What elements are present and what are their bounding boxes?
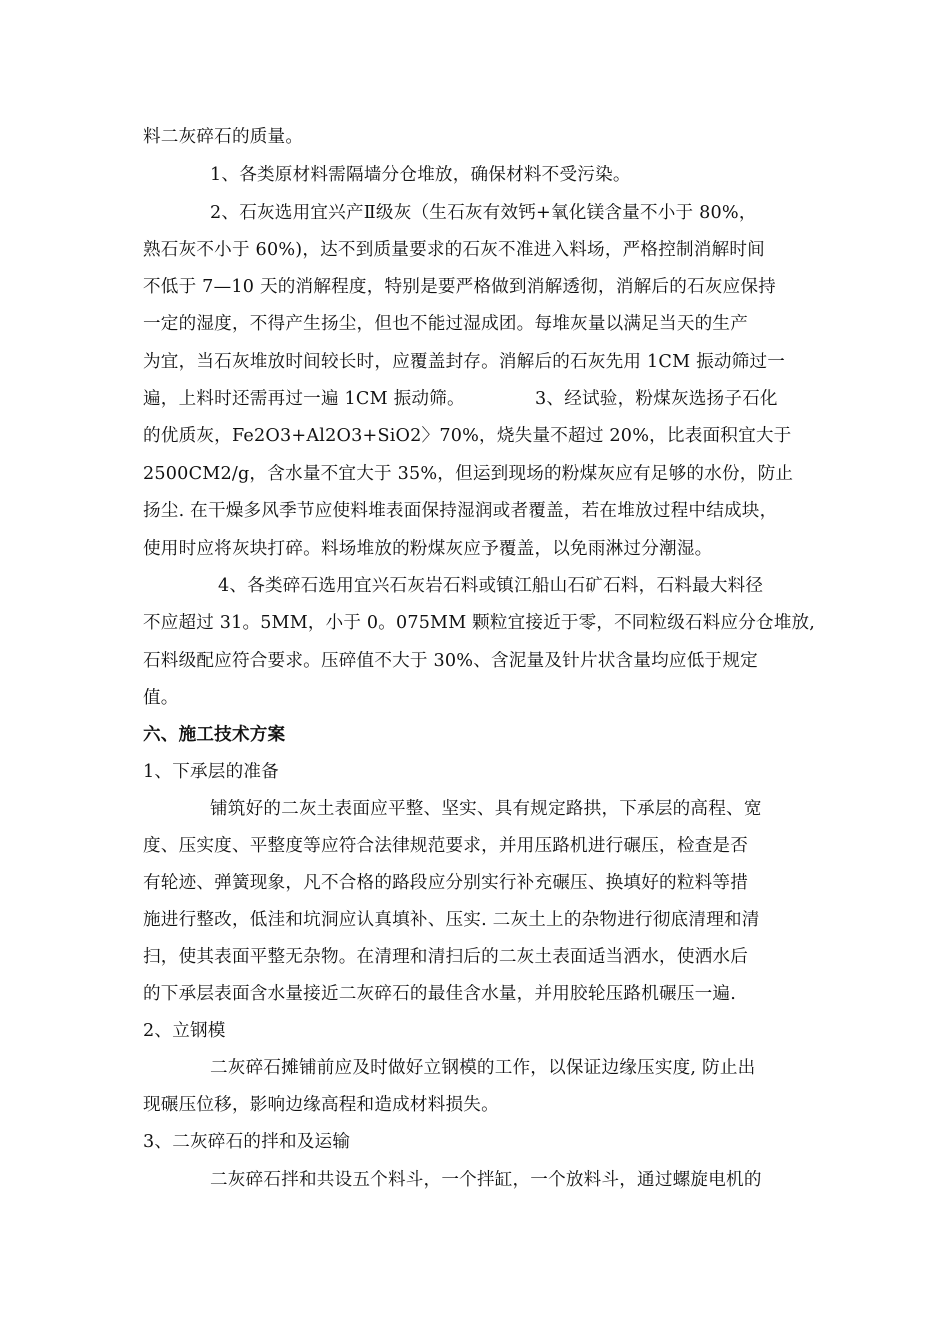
subsection-heading: 3、二灰碎石的拌和及运输 bbox=[143, 1132, 351, 1152]
text-line: 2、石灰选用宜兴产Ⅱ级灰（生石灰有效钙+氧化镁含量不小于 80%， bbox=[210, 203, 757, 223]
text-line: 使用时应将灰块打碎。料场堆放的粉煤灰应予覆盖，以免雨淋过分潮湿。 bbox=[143, 539, 713, 559]
text-line: 2500CM2/g，含水量不宜大于 35%，但运到现场的粉煤灰应有足够的水份，防止 bbox=[143, 464, 794, 484]
text-line: 扫，使其表面平整无杂物。在清理和清扫后的二灰土表面适当洒水，使洒水后 bbox=[143, 947, 748, 967]
subsection-heading: 2、立钢模 bbox=[143, 1021, 226, 1041]
text-line: 料二灰碎石的质量。 bbox=[143, 127, 304, 147]
text-line: 为宜，当石灰堆放时间较长时，应覆盖封存。消解后的石灰先用 1CM 振动筛过一 bbox=[143, 352, 786, 372]
text-line: 不应超过 31。5MM，小于 0。075MM 颗粒宜接近于零，不同粒级石料应分仓堆放, bbox=[143, 613, 815, 633]
text-line: 有轮迹、弹簧现象，凡不合格的路段应分别实行补充碾压、换填好的粒料等措 bbox=[143, 873, 748, 893]
text-line: 的下承层表面含水量接近二灰碎石的最佳含水量，并用胶轮压路机碾压一遍. bbox=[143, 984, 736, 1004]
text-line: 值。 bbox=[143, 688, 179, 708]
text-line: 一定的湿度，不得产生扬尘，但也不能过湿成团。每堆灰量以满足当天的生产 bbox=[143, 314, 748, 334]
text-line: 二灰碎石摊铺前应及时做好立钢模的工作，以保证边缘压实度, 防止出 bbox=[210, 1058, 756, 1078]
text-line: 现碾压位移，影响边缘高程和造成材料损失。 bbox=[143, 1095, 499, 1115]
subsection-heading: 1、下承层的准备 bbox=[143, 762, 279, 782]
text-line: 不低于 7—10 天的消解程度，特别是要严格做到消解透彻，消解后的石灰应保持 bbox=[143, 277, 776, 297]
text-line: 扬尘. 在干燥多风季节应使料堆表面保持湿润或者覆盖，若在堆放过程中结成块， bbox=[143, 501, 778, 521]
text-line: 1、各类原材料需隔墙分仓堆放，确保材料不受污染。 bbox=[210, 165, 631, 185]
text-line: 熟石灰不小于 60%)，达不到质量要求的石灰不准进入料场，严格控制消解时间 bbox=[143, 240, 765, 260]
text-line: 的优质灰，Fe2O3+Al2O3+SiO2〉70%，烧失量不超过 20%，比表面积宜大于 bbox=[143, 426, 792, 446]
text-line: 遍，上料时还需再过一遍 1CM 振动筛。 bbox=[143, 389, 465, 409]
section-heading: 六、施工技术方案 bbox=[143, 724, 286, 745]
text-line: 度、压实度、平整度等应符合法律规范要求，并用压路机进行碾压，检查是否 bbox=[143, 836, 748, 856]
text-line: 3、经试验，粉煤灰选扬子石化 bbox=[535, 389, 778, 409]
text-line: 施进行整改，低洼和坑洞应认真填补、压实. 二灰土上的杂物进行彻底清理和清 bbox=[143, 910, 760, 930]
text-line: 石料级配应符合要求。压碎值不大于 30%、含泥量及针片状含量均应低于规定 bbox=[143, 651, 758, 671]
text-line: 铺筑好的二灰土表面应平整、坚实、具有规定路拱，下承层的高程、宽 bbox=[210, 799, 762, 819]
text-line: 二灰碎石拌和共设五个料斗，一个拌缸，一个放料斗，通过螺旋电机的 bbox=[210, 1170, 762, 1190]
text-line: 4、各类碎石选用宜兴石灰岩石料或镇江船山石矿石料，石料最大料径 bbox=[218, 576, 764, 596]
